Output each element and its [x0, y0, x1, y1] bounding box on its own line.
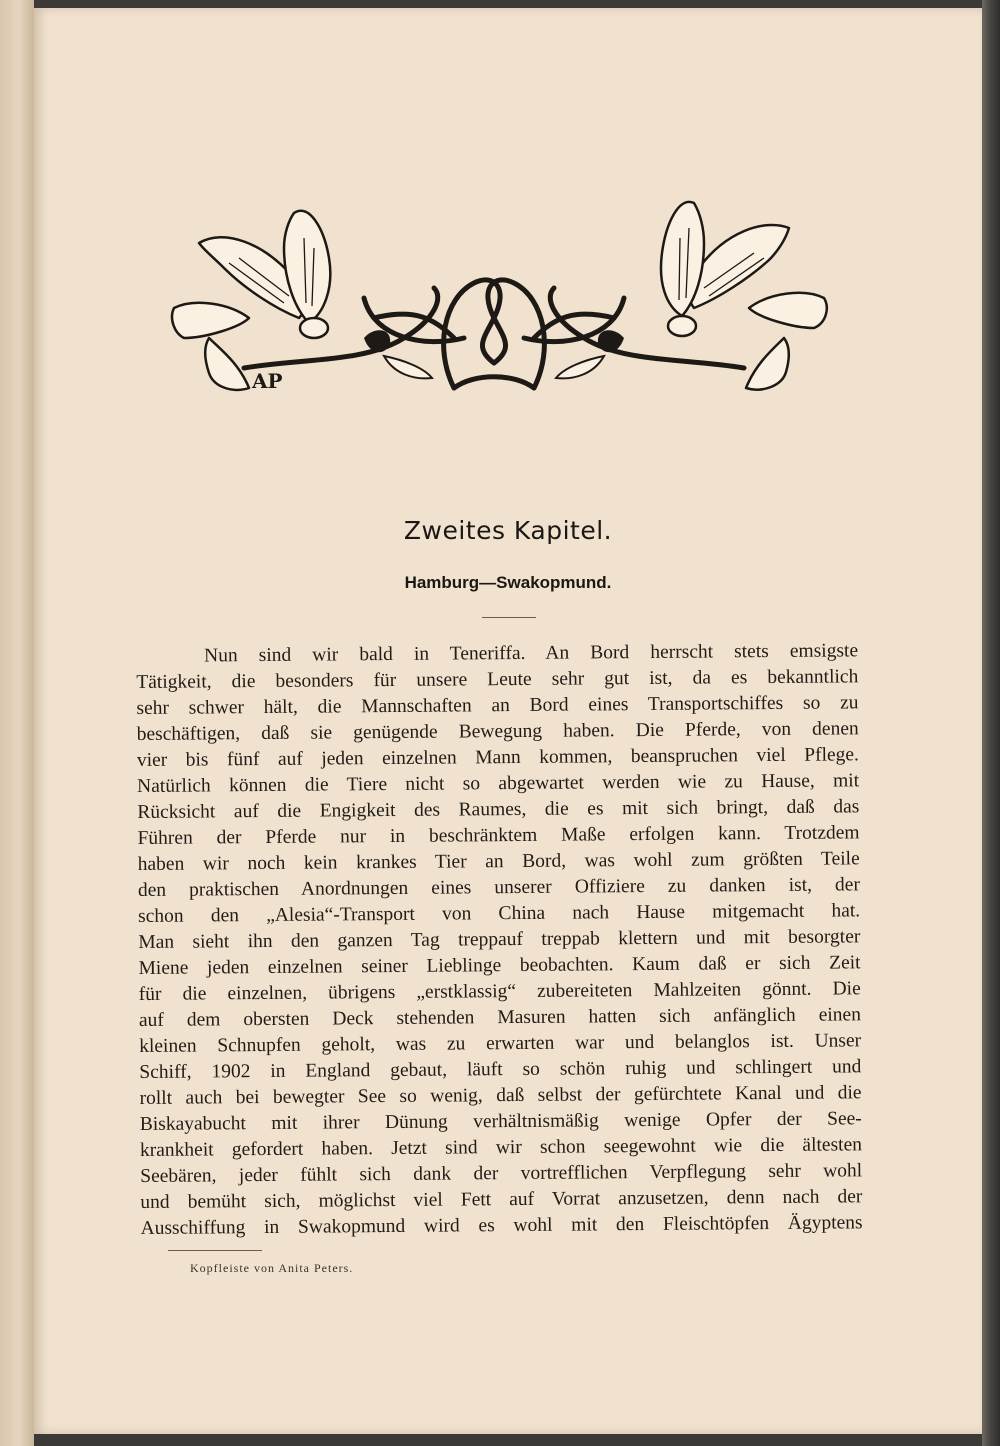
text-line: auf dem obersten Deck stehenden Masuren hatten sich anfänglich einen	[138, 1004, 862, 1031]
text-line: krankheit gefordert haben. Jetzt sind wir schon seegewohnt wie die ältesten	[139, 1134, 863, 1161]
text-line: Rücksicht auf die Engigkeit des Raumes, die es mit sich bringt, daß das	[137, 796, 860, 823]
facing-page-edge	[0, 0, 34, 1446]
text-line: Natürlich können die Tiere nicht so abgewartet werden wie zu Hause, mit	[137, 770, 860, 797]
text-line: Tätigkeit, die besonders für unsere Leute sehr gut ist, da es bekanntlich	[136, 666, 859, 693]
text-line: Seebären, jeder fühlt sich dank der vortrefflichen Verpflegung sehr wohl	[140, 1160, 863, 1187]
art-nouveau-headpiece-ornament	[134, 188, 854, 418]
book-page	[34, 8, 982, 1434]
text-line: Ausschiffung in Swakopmund wird es wohl mit den Fleischtöpfen Ägyptens	[140, 1212, 863, 1239]
text-line: Biskayabucht mit ihrer Dünung verhältnismäßig wenige Opfer der See-	[139, 1108, 862, 1135]
footnote-credit: Kopfleiste von Anita Peters.	[190, 1261, 354, 1275]
footnote-divider	[168, 1250, 262, 1251]
text-line: beschäftigen, daß sie genügende Bewegung haben. Die Pferde, von denen	[136, 718, 859, 745]
text-line: Man sieht ihn den ganzen Tag treppauf treppab klettern und mit besorgter	[138, 926, 861, 953]
text-line: schon den „Alesia“-Transport von China nach Hause mitgemacht hat.	[138, 900, 861, 927]
text-line: sehr schwer hält, die Mannschaften an Bord eines Transportschiffes so zu	[136, 692, 859, 719]
book-cover-edge	[982, 0, 1000, 1446]
text-line: Schiff, 1902 in England gebaut, läuft so schön ruhig und schlingert und	[139, 1056, 862, 1083]
text-line: Miene jeden einzelnen seiner Lieblinge beobachten. Kaum daß er sich Zeit	[138, 952, 861, 979]
chapter-title: Zweites Kapitel.	[403, 516, 613, 545]
text-line: haben wir noch kein krankes Tier an Bord, was wohl zum größten Teile	[137, 848, 860, 875]
text-line: vier bis fünf auf jeden einzelnen Mann kommen, beanspruchen viel Pflege.	[136, 744, 859, 771]
chapter-subtitle: Hamburg—Swakopmund.	[404, 573, 612, 592]
text-line: und bemüht sich, möglichst viel Fett auf Vorrat anzusetzen, denn nach der	[140, 1186, 863, 1213]
text-line: rollt auch bei bewegter See so wenig, daß selbst der gefürchtete Kanal und die	[139, 1082, 862, 1109]
text-line: kleinen Schnupfen geholt, was zu erwarten war und belanglos ist. Unser	[139, 1030, 862, 1057]
ornament-monogram: AP	[252, 369, 283, 393]
text-line: Führen der Pferde nur in beschränktem Maße erfolgen kann. Trotzdem	[137, 822, 860, 849]
text-line: für die einzelnen, übrigens „erstklassig“ zubereiteten Mahlzeiten gönnt. Die	[138, 978, 861, 1005]
body-paragraph	[136, 638, 863, 1242]
text-line: Nun sind wir bald in Teneriffa. An Bord herrscht stets emsigste	[204, 640, 859, 667]
title-divider	[482, 617, 536, 618]
text-line: den praktischen Anordnungen eines unserer Offiziere zu danken ist, der	[137, 874, 860, 901]
